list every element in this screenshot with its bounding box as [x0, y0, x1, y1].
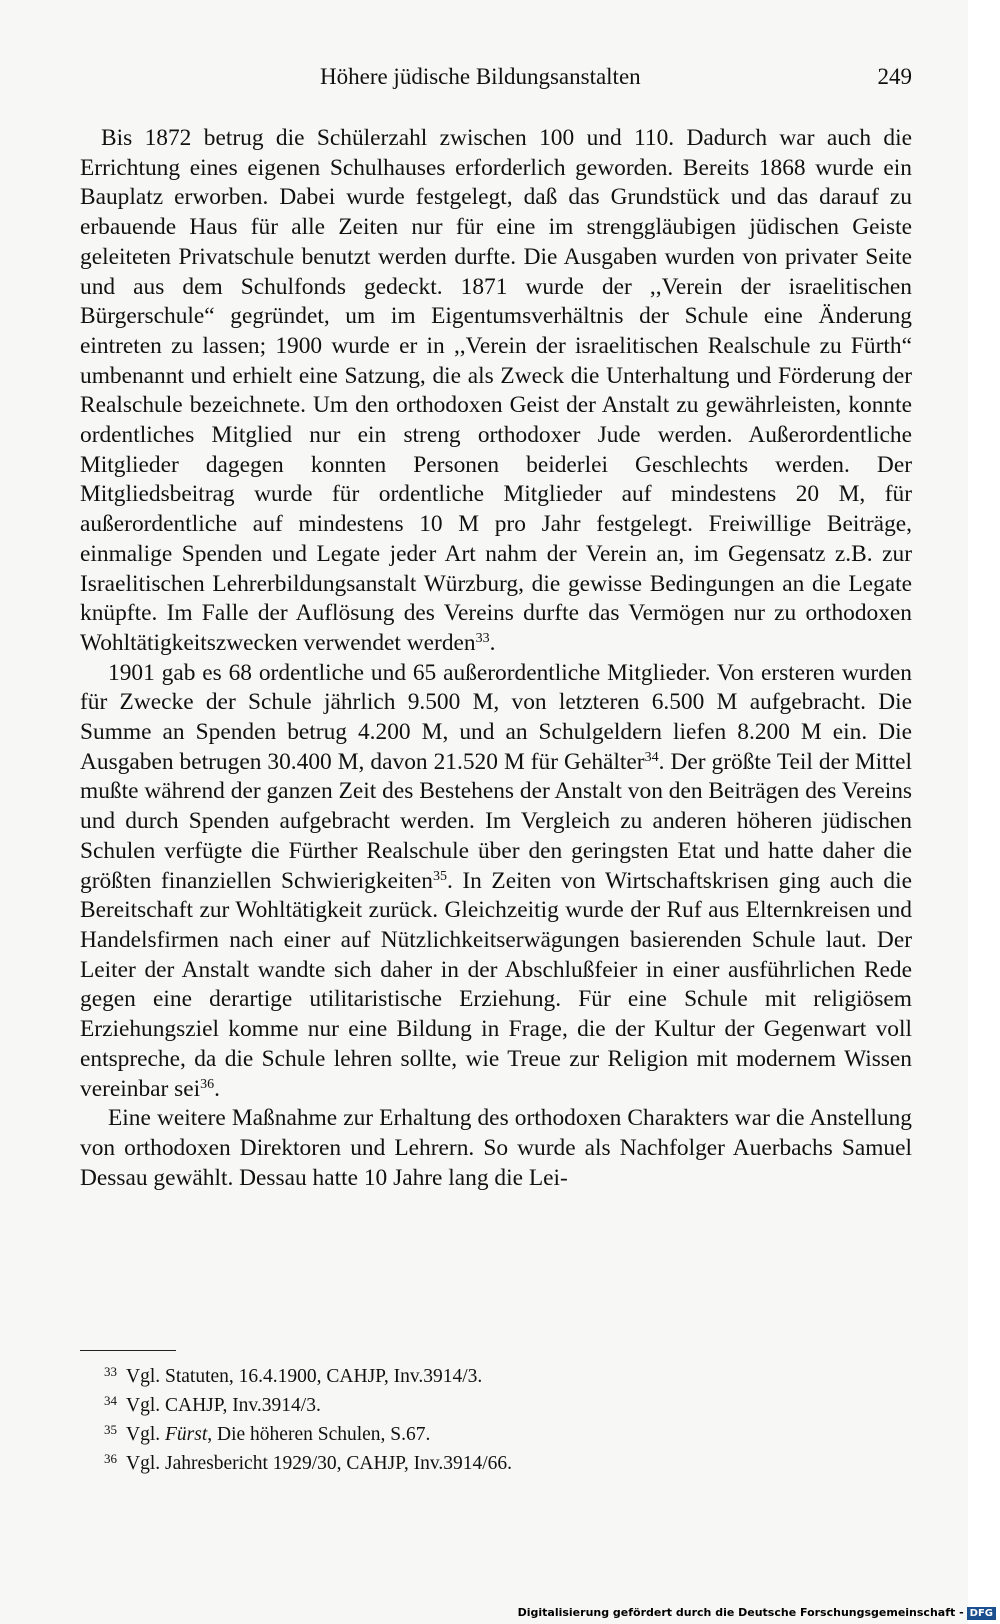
footnote-text: Vgl. Jahresbericht 1929/30, CAHJP, Inv.3914/66. [126, 1453, 513, 1474]
footnotes [80, 1360, 912, 1476]
footnote [80, 1447, 912, 1476]
footnote-number: 35 [104, 1422, 117, 1437]
credit-text: Digitalisierung gefördert durch die Deutsche Forschungsgemeinschaft - [517, 1606, 964, 1619]
footnote-ref[interactable]: 34 [644, 749, 659, 765]
footnote [80, 1418, 912, 1447]
text-segment: . Der größte Teil der Mittel mußte während der ganzen Zeit des Bestehens der Anstalt von den Beiträgen des Vereins und durch Spenden aufgebracht werden. Im Vergleich zu anderen höheren jüdischen Schulen verfügte die Fürther Realschule über den geringsten Etat und hatte daher die größten finanziellen Schwierigkeiten [80, 748, 912, 894]
footnote-number: 33 [104, 1364, 117, 1379]
footnote [80, 1360, 912, 1389]
paragraph [80, 1104, 912, 1193]
footnote-number: 34 [104, 1393, 117, 1408]
text-segment: Bis 1872 betrug die Schülerzahl zwischen 100 und 110. Dadurch war auch die Errichtung eines eigenen Schulhauses erforderlich geworden. Bereits 1868 wurde ein Bauplatz erworben. Dabei wurde festgelegt, daß das Grundstück und das darauf zu erbauende Haus für alle Zeiten nur für eine im strenggläubigen jüdischen Geiste geleiteten Privatschule benutzt werden durfte. Die Ausgaben wurden von privater Seite und aus dem Schulfonds gedeckt. 1871 wurde der ,,Verein der israelitischen Bürgerschule“ gegründet, um im Eigentumsverhältnis der Schule eine Änderung eintreten zu lassen; 1900 wurde er in ,,Verein der israelitischen Realschule zu Fürth“ umbenannt und erhielt eine Satzung, die als Zweck die Unterhaltung und Förderung der Realschule bezeichnete. Um den orthodoxen Geist der Anstalt zu gewährleisten, konnte ordentliches Mitglied nur ein streng orthodoxer Jude werden. Außerordentliche Mitglieder dagegen konnten Personen beiderlei Geschlechts werden. Der Mitgliedsbeitrag wurde für ordentliche Mitglieder auf mindestens 20 M, für außerordentliche auf mindestens 10 M pro Jahr festgelegt. Freiwillige Beiträge, einmalige Spenden und Legate jeder Art nahm der Verein an, im Gegensatz z.B. zur Israelitischen Lehrerbildungsanstalt Würzburg, die gewisse Bedingungen an die Legate knüpfte. Im Falle der Auflösung des Vereins durfte das Vermögen nur zu orthodoxen Wohltätigkeitszwecken verwendet werden [80, 125, 912, 656]
text-segment: Eine weitere Maßnahme zur Erhaltung des orthodoxen Charakters war die Anstellung von orthodoxen Direktoren und Lehrern. So wurde als Nachfolger Auerbachs Samuel Dessau gewählt. Dessau hatte 10 Jahre lang die Lei- [80, 1105, 912, 1191]
footnote-text: , Die höheren Schulen, S.67. [207, 1424, 431, 1445]
text-segment: . [214, 1075, 220, 1102]
footnote-number: 36 [104, 1451, 117, 1466]
text-segment: . [489, 629, 496, 656]
footnote-text: Vgl. [126, 1424, 165, 1445]
footnote-author: Fürst [165, 1424, 208, 1445]
text-segment: 1901 gab es 68 ordentliche und 65 außerordentliche Mitglieder. Von ersteren wurden für Zwecke der Schule jährlich 9.500 M, von letzteren 6.500 M aufgebracht. Die Summe an Spenden betrug 4.200 M, und an Schulgeldern liefen 8.200 M ein. Die Ausgaben betrugen 30.400 M, davon 21.520 M für Gehälter [80, 659, 912, 775]
text-segment: . In Zeiten von Wirtschaftskrisen ging auch die Bereitschaft zur Wohltätigkeit zurück. Gleichzeitig wurde der Ruf aus Elternkreisen und Handelsfirmen nach einer auf Nützlichkeitserwägungen basierenden Schule laut. Der Leiter der Anstalt wandte sich daher in der Abschlußfeier in einer ausführlichen Rede gegen eine derartige utilitaristische Erziehung. Für eine Schule mit religiösem Erziehungsziel komme nur eine Bildung in Frage, die der Kultur der Gegenwart voll entspreche, da die Schule lehren sollte, wie Treue zur Religion mit modernem Wissen vereinbar sei [80, 867, 912, 1102]
footnote-text: Vgl. CAHJP, Inv.3914/3. [126, 1395, 321, 1416]
paragraph [80, 124, 912, 659]
footnote-ref[interactable]: 33 [475, 630, 490, 646]
page-number: 249 [877, 64, 912, 89]
running-title: Höhere jüdische Bildungsanstalten [320, 64, 641, 89]
footnote-text: Vgl. Statuten, 16.4.1900, CAHJP, Inv.3914/3. [126, 1366, 483, 1387]
footnote-divider [80, 1350, 176, 1351]
dfg-logo: DFG [967, 1607, 996, 1620]
footnote-ref[interactable]: 36 [200, 1076, 215, 1092]
footnote [80, 1389, 912, 1418]
body-text [80, 124, 912, 1193]
funding-credit [518, 1606, 996, 1620]
paragraph [80, 659, 912, 1105]
footnote-ref[interactable]: 35 [432, 868, 447, 884]
